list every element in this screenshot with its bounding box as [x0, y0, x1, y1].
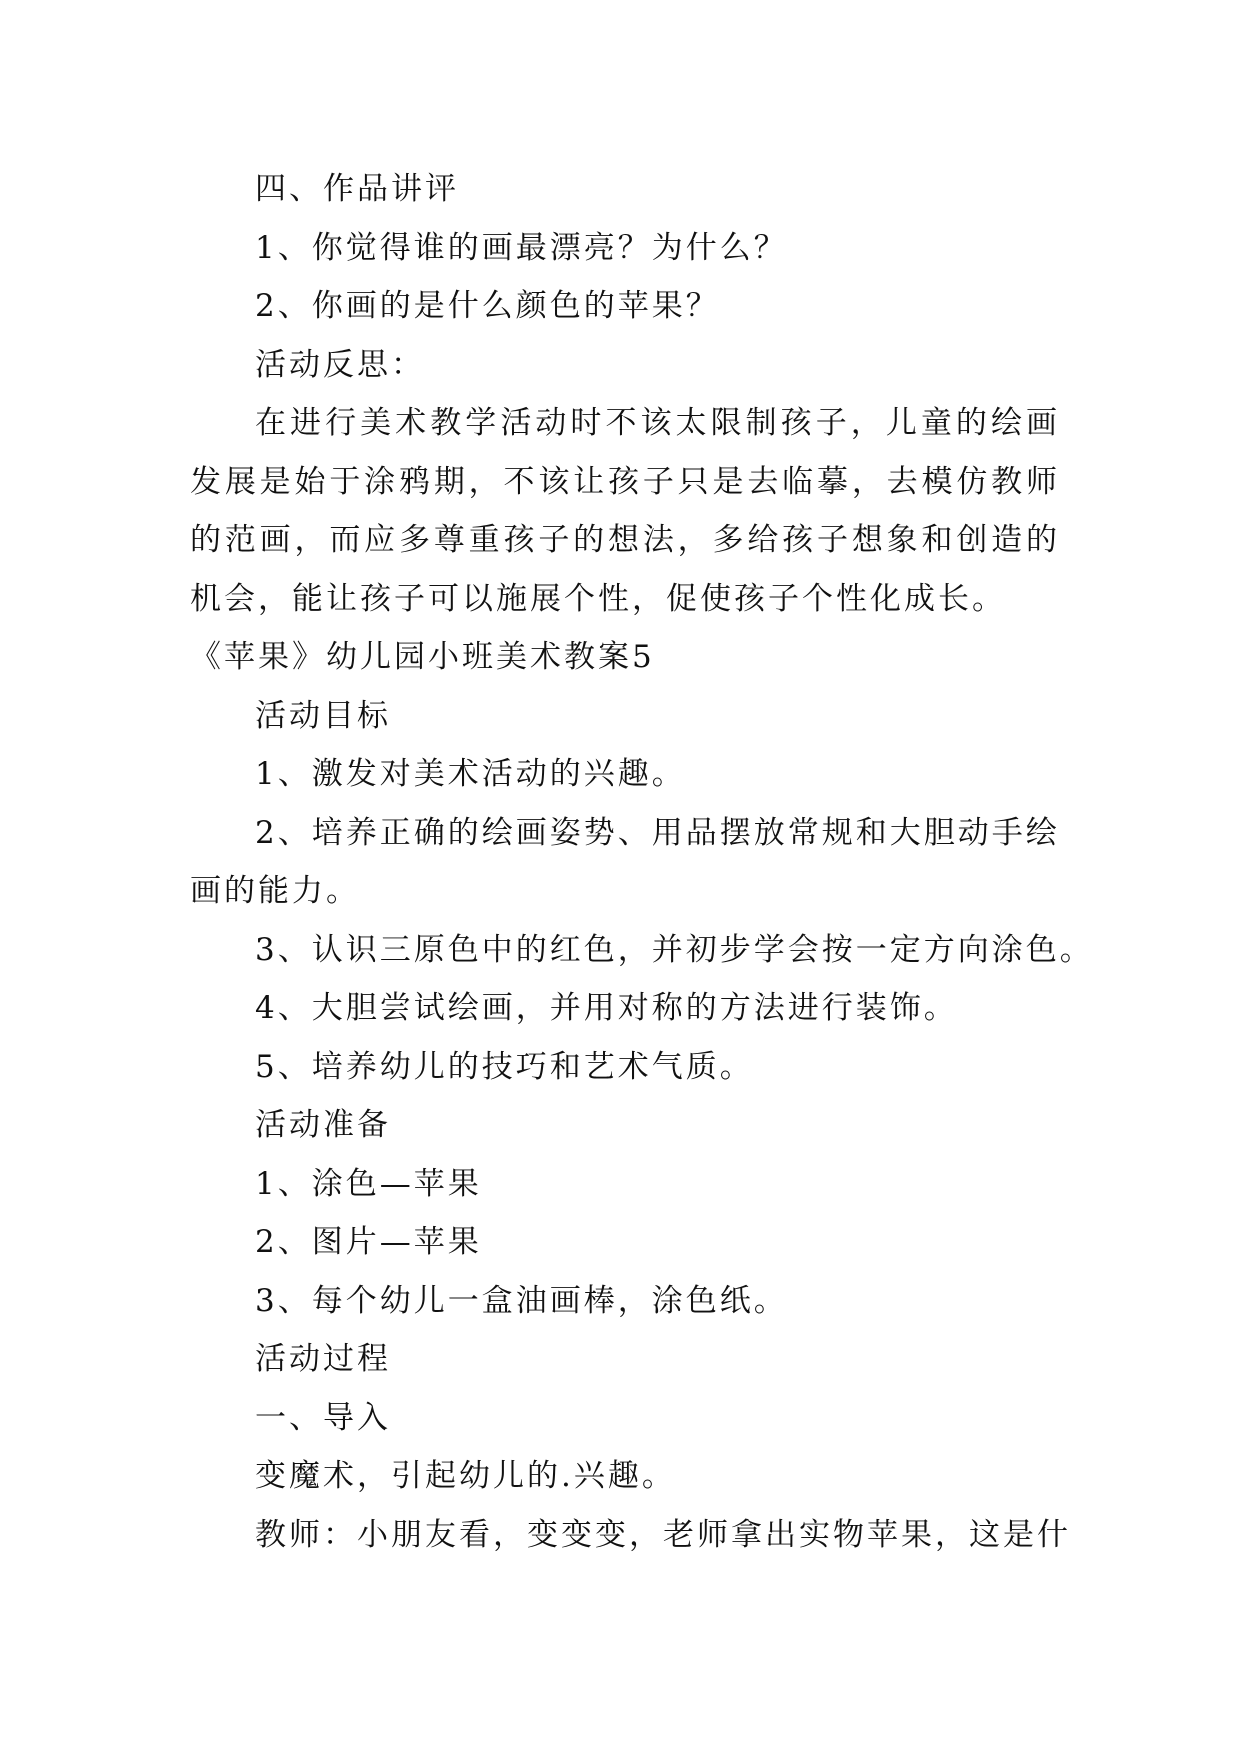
- goal-item: 4、大胆尝试绘画，并用对称的方法进行装饰。: [255, 990, 958, 1026]
- reflection-paragraph: 在进行美术教学活动时不该太限制孩子，儿童的绘画发展是始于涂鸦期，不该让孩子只是去临摹，去模仿教师的范画，而应多尊重孩子的想法，多给孩子想象和创造的机会，能让孩子可以施展个性，促使孩子个性化成长。: [190, 405, 1060, 617]
- step-text: 变魔术，引起幼儿的.兴趣。: [255, 1458, 676, 1494]
- prep-item: 1、涂色—苹果: [255, 1165, 482, 1202]
- goal-item: 1、激发对美术活动的兴趣。: [255, 756, 686, 792]
- step-heading: 一、导入: [255, 1399, 391, 1436]
- question-item: 1、你觉得谁的画最漂亮？为什么？: [255, 229, 788, 266]
- question-item: 2、你画的是什么颜色的苹果？: [255, 288, 720, 324]
- document-body: [190, 160, 1094, 1564]
- prep-item: 2、图片—苹果: [255, 1224, 482, 1260]
- goal-item: 2、培养正确的绘画姿势、用品摆放常规和大胆动手绘画的能力。: [190, 814, 1060, 909]
- goal-item: 5、培养幼儿的技巧和艺术气质。: [255, 1048, 754, 1085]
- goals-heading: 活动目标: [255, 697, 391, 734]
- prep-heading: 活动准备: [255, 1107, 391, 1143]
- lesson-title: 《苹果》幼儿园小班美术教案5: [190, 639, 655, 675]
- reflection-heading: 活动反思：: [255, 346, 425, 383]
- teacher-line: 教师：小朋友看，变变变，老师拿出实物苹果，这是什: [255, 1516, 1071, 1553]
- prep-item: 3、每个幼儿一盒油画棒，涂色纸。: [255, 1282, 788, 1319]
- goal-item: 3、认识三原色中的红色，并初步学会按一定方向涂色。: [255, 931, 1094, 968]
- process-heading: 活动过程: [255, 1341, 391, 1377]
- section-heading: 四、作品讲评: [255, 171, 459, 207]
